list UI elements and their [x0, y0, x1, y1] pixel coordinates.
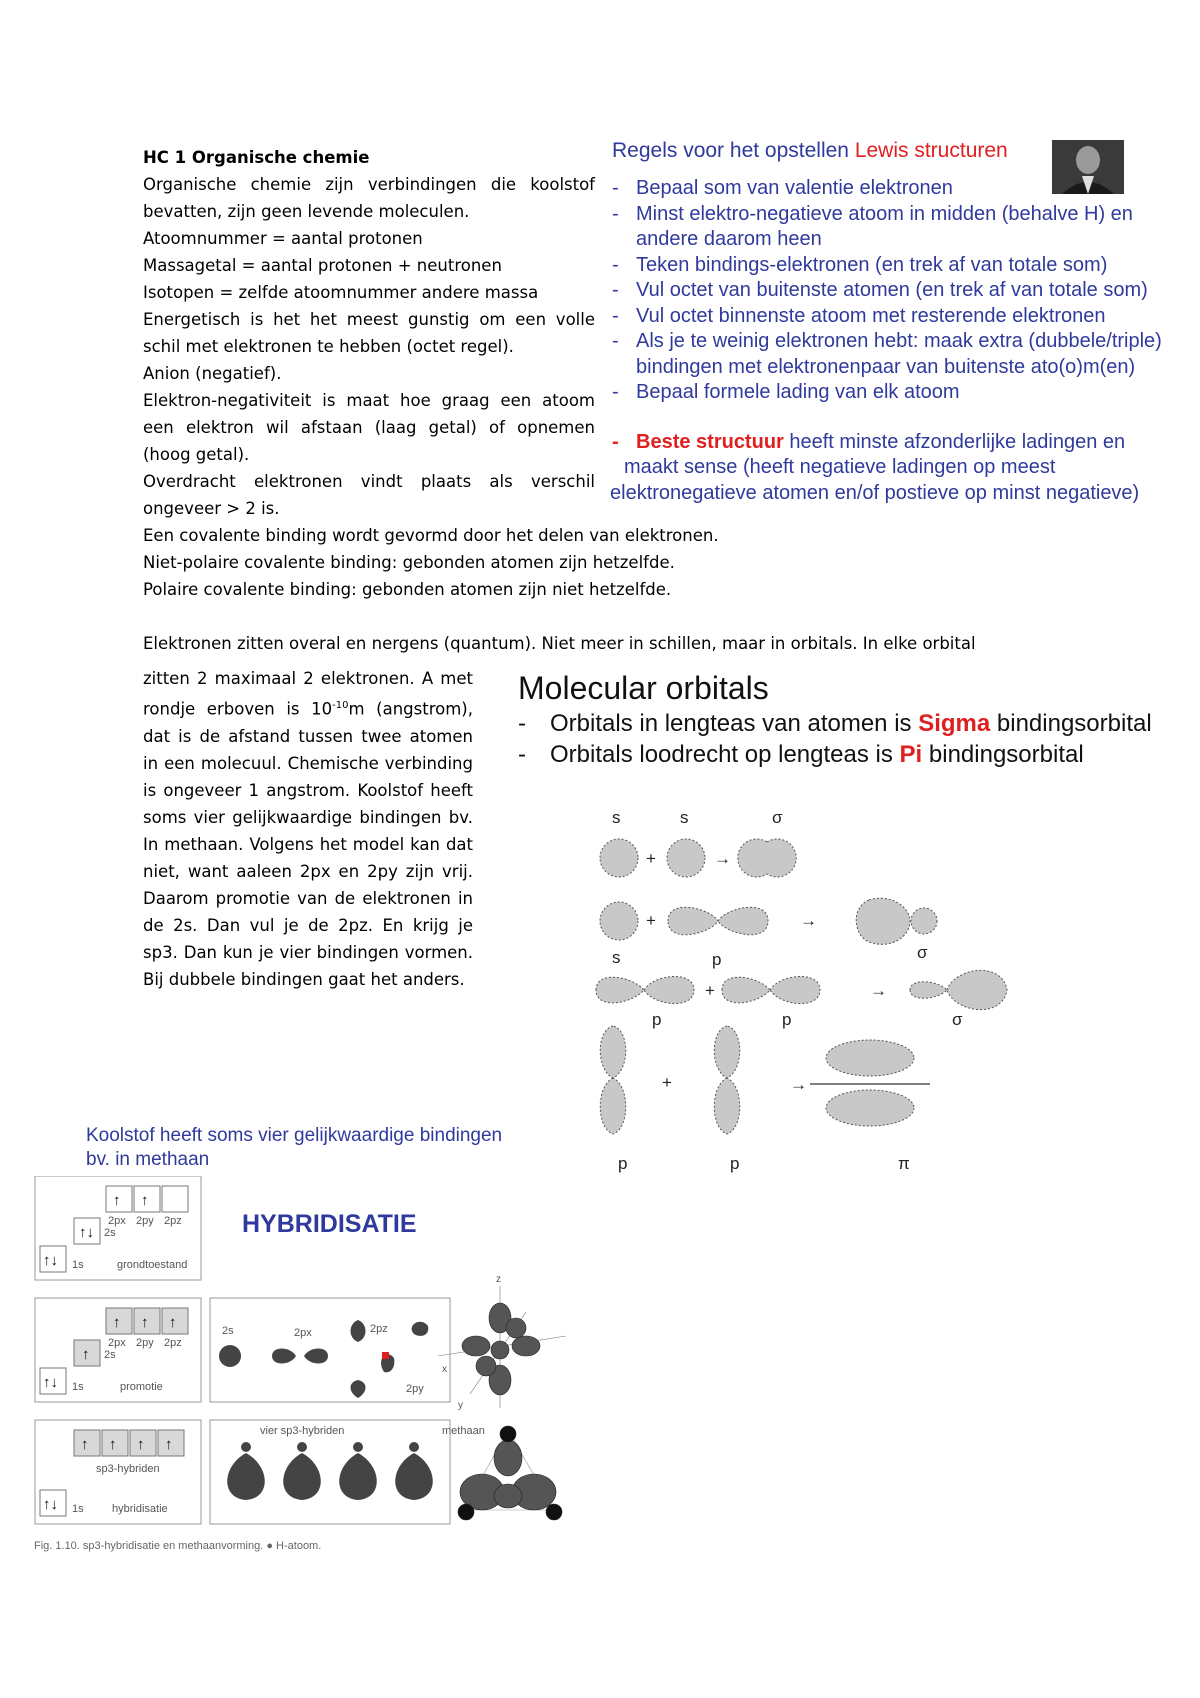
p-lobe-shape — [770, 976, 820, 1003]
notes-title: HC 1 Organische chemie — [143, 148, 370, 167]
lewis-best-line3: elektronegatieve atomen en/of postieve op minst negatieve) — [610, 481, 1140, 504]
arrow-sign: → — [870, 981, 887, 1000]
label-s: s — [612, 808, 621, 827]
label-pi: π — [898, 1154, 910, 1173]
label-2px: 2px — [294, 1327, 312, 1339]
p-lobe-vertical — [600, 1026, 626, 1078]
label-sp3-hybriden: sp3-hybriden — [96, 1463, 160, 1475]
label-1s: 1s — [72, 1503, 84, 1515]
plus-sign: + — [646, 911, 656, 930]
label-2s: 2s — [222, 1325, 234, 1337]
lewis-rule-list — [612, 176, 1197, 455]
portrait-image — [1052, 140, 1124, 194]
label-s: s — [612, 948, 621, 967]
orbital-paragraph-pre: zitten 2 maximaal 2 elektronen. A met rondje erboven is 10 — [143, 669, 473, 719]
svg-text:↑↓: ↑↓ — [43, 1252, 58, 1269]
mo-item-sigma: - Orbitals in lengteas van atomen is Sigma bindingsorbital — [518, 710, 1152, 737]
orbital-diagram — [592, 808, 1092, 1178]
plus-sign: + — [646, 849, 656, 868]
axis-y-label: y — [458, 1400, 463, 1411]
axis-z-label: z — [496, 1274, 501, 1285]
label-p: p — [730, 1154, 740, 1173]
notes-line: Elektron-negativiteit is maat hoe graag een atoom een elektron wil afstaan (laag getal) of opnemen (hoog getal). — [143, 391, 595, 464]
hybrid-heading-line2: bv. in methaan — [86, 1149, 210, 1170]
label-2py: 2py — [406, 1383, 424, 1395]
notes-line: Atoomnummer = aantal protonen — [143, 229, 423, 248]
label-2pz: 2pz — [164, 1215, 182, 1227]
label-2pz: 2pz — [164, 1337, 182, 1349]
covalent-lines — [143, 522, 1163, 603]
svg-text:↑: ↑ — [82, 1346, 90, 1363]
label-sigma: σ — [952, 1010, 963, 1029]
label-2pz: 2pz — [370, 1323, 388, 1335]
lewis-rule: - Bepaal formele lading van elk atoom — [612, 381, 960, 403]
sigma-ss-shape — [738, 839, 796, 877]
sp3-small-lobe — [353, 1442, 363, 1452]
label-2py: 2py — [136, 1337, 154, 1349]
notes-block — [143, 144, 595, 522]
label-vier-sp3: vier sp3-hybriden — [260, 1425, 345, 1437]
covalent-line: Niet-polaire covalente binding: gebonden atomen zijn hetzelfde. — [143, 553, 675, 572]
plus-sign: + — [662, 1073, 672, 1092]
label-sigma: σ — [772, 808, 783, 827]
p-lobe-shape — [718, 907, 768, 935]
svg-text:↑: ↑ — [141, 1314, 149, 1331]
nucleus-marker — [382, 1352, 389, 1359]
orbital-paragraph-post: m (angstrom), dat is de afstand tussen twee atomen in een molecuul. Chemische verbinding is ongeveer 1 angstrom. Koolstof heeft soms vier gelijkwaardige bindingen bv. In methaan. Volgens het model kan dat niet, want aaleen 2px en 2py zijn vrij. Daarom promotie van de elektronen in de 2s. Dan vul je de 2pz. En krijg je sp3. Dan kun je vier bindingen vormen. Bij dubbele bindingen gaat het anders. — [143, 699, 473, 989]
notes-line: Anion (negatief). — [143, 364, 282, 383]
lewis-best-line2: maakt sense (heeft negatieve ladingen op meest — [624, 456, 1056, 478]
svg-text:↑: ↑ — [113, 1314, 121, 1331]
s-orbital-shape — [600, 839, 638, 877]
notes-line: Energetisch is het het meest gunstig om een volle schil met elektronen te hebben (octet regel). — [143, 310, 595, 356]
sp3-small-lobe — [241, 1442, 251, 1452]
sp3-small-lobe — [297, 1442, 307, 1452]
molecular-orbitals-slide — [518, 668, 1198, 770]
p-lobe-shape — [668, 907, 718, 935]
label-grondtoestand: grondtoestand — [117, 1259, 188, 1271]
s-orbital-shape — [667, 839, 705, 877]
arrow-sign: → — [714, 849, 731, 868]
orbital-2s-shape — [219, 1345, 241, 1367]
pi-lobe-upper — [826, 1040, 914, 1076]
figure-caption: Fig. 1.10. sp3-hybridisatie en methaanvorming. ● H-atoom. — [34, 1540, 322, 1552]
axis-x-label: x — [442, 1364, 447, 1375]
s-orbital-shape — [600, 902, 638, 940]
notes-line: Isotopen = zelfde atoomnummer andere massa — [143, 283, 539, 302]
label-p: p — [652, 1010, 662, 1029]
orbital-2py-lobe — [412, 1322, 429, 1336]
label-hybridisatie: hybridisatie — [112, 1503, 168, 1515]
lewis-rule: - Als je te weinig elektronen hebt: maak extra (dubbele/triple) bindingen met elektronenpaar van buitenste ato(o)m(en) — [612, 330, 1162, 378]
lewis-rule: - Bepaal som van valentie elektronen — [612, 177, 953, 199]
svg-text:↑: ↑ — [109, 1436, 117, 1453]
label-2s: 2s — [104, 1227, 116, 1239]
sp3-small-lobe — [409, 1442, 419, 1452]
label-2s: 2s — [104, 1349, 116, 1361]
arrow-sign: → — [790, 1075, 807, 1094]
lewis-rule: - Vul octet van buitenste atomen (en trek af van totale som) — [612, 279, 1148, 301]
lewis-title-blue: Regels voor het opstellen — [612, 139, 849, 162]
label-s: s — [680, 808, 689, 827]
orbital-intro: Elektronen zitten overal en nergens (quantum). Niet meer in schillen, maar in orbitals. In elke orbital — [143, 634, 976, 653]
pi-lobe-lower — [826, 1090, 914, 1126]
notes-line: Massagetal = aantal protonen + neutronen — [143, 256, 502, 275]
notes-line: Organische chemie zijn verbindingen die koolstof bevatten, zijn geen levende moleculen. — [143, 175, 595, 221]
label-promotie: promotie — [120, 1381, 163, 1393]
svg-text:↑: ↑ — [169, 1314, 177, 1331]
label-1s: 1s — [72, 1259, 84, 1271]
lewis-rule: - Teken bindings-elektronen (en trek af van totale som) — [612, 253, 1108, 276]
label-sigma: σ — [917, 943, 928, 962]
hybrid-heading — [86, 1124, 606, 1172]
sigma-pp-large — [947, 970, 1007, 1009]
sigma-sp-small — [911, 908, 937, 934]
lewis-title-red: Lewis structuren — [854, 139, 1008, 162]
p-lobe-vertical — [714, 1026, 740, 1078]
p-lobe-shape — [596, 977, 644, 1003]
sigma-sp-shape — [856, 898, 910, 944]
svg-text:↑: ↑ — [113, 1192, 121, 1209]
label-p: p — [782, 1010, 792, 1029]
label-2py: 2py — [136, 1215, 154, 1227]
notes-line: Overdracht elektronen vindt plaats als verschil ongeveer > 2 is. — [143, 472, 595, 518]
p-lobe-shape — [644, 976, 694, 1003]
label-methaan: methaan — [442, 1425, 485, 1437]
lewis-best-structure: - Beste structuur heeft minste afzonderlijke ladingen en — [612, 430, 1126, 453]
svg-text:↑↓: ↑↓ — [43, 1496, 58, 1513]
methane-model — [458, 1426, 562, 1520]
label-2px: 2px — [108, 1337, 126, 1349]
hybridisatie-title: HYBRIDISATIE — [242, 1210, 417, 1238]
mo-title: Molecular orbitals — [518, 670, 769, 706]
label-1s: 1s — [72, 1381, 84, 1393]
svg-text:↑: ↑ — [81, 1436, 89, 1453]
p-lobe-shape — [722, 977, 770, 1003]
label-p: p — [618, 1154, 628, 1173]
covalent-line: Een covalente binding wordt gevormd door het delen van elektronen. — [143, 526, 719, 545]
exponent: -10 — [332, 700, 349, 711]
orbital-box-2pz — [162, 1186, 188, 1212]
svg-text:↑: ↑ — [141, 1192, 149, 1209]
arrow-sign: → — [800, 911, 817, 930]
lewis-rule: - Vul octet binnenste atoom met resterende elektronen — [612, 304, 1106, 327]
mo-item-pi: - Orbitals loodrecht op lengteas is Pi bindingsorbital — [518, 741, 1084, 768]
svg-text:↑↓: ↑↓ — [79, 1224, 94, 1241]
combined-orbitals — [438, 1286, 566, 1408]
hybrid-heading-line1: Koolstof heeft soms vier gelijkwaardige bindingen — [86, 1125, 503, 1146]
plus-sign: + — [705, 981, 715, 1000]
p-lobe-vertical — [714, 1078, 740, 1134]
orbital-paragraph — [143, 665, 473, 993]
svg-text:↑↓: ↑↓ — [43, 1374, 58, 1391]
lewis-rule: - Minst elektro-negatieve atoom in midden (behalve H) en andere daarom heen — [612, 202, 1133, 250]
hybridisation-figure — [34, 1176, 614, 1536]
sigma-pp-small — [910, 982, 947, 999]
svg-text:↑: ↑ — [165, 1436, 173, 1453]
covalent-line: Polaire covalente binding: gebonden atomen zijn niet hetzelfde. — [143, 580, 672, 599]
label-p: p — [712, 950, 722, 969]
label-2px: 2px — [108, 1215, 126, 1227]
svg-text:↑: ↑ — [137, 1436, 145, 1453]
